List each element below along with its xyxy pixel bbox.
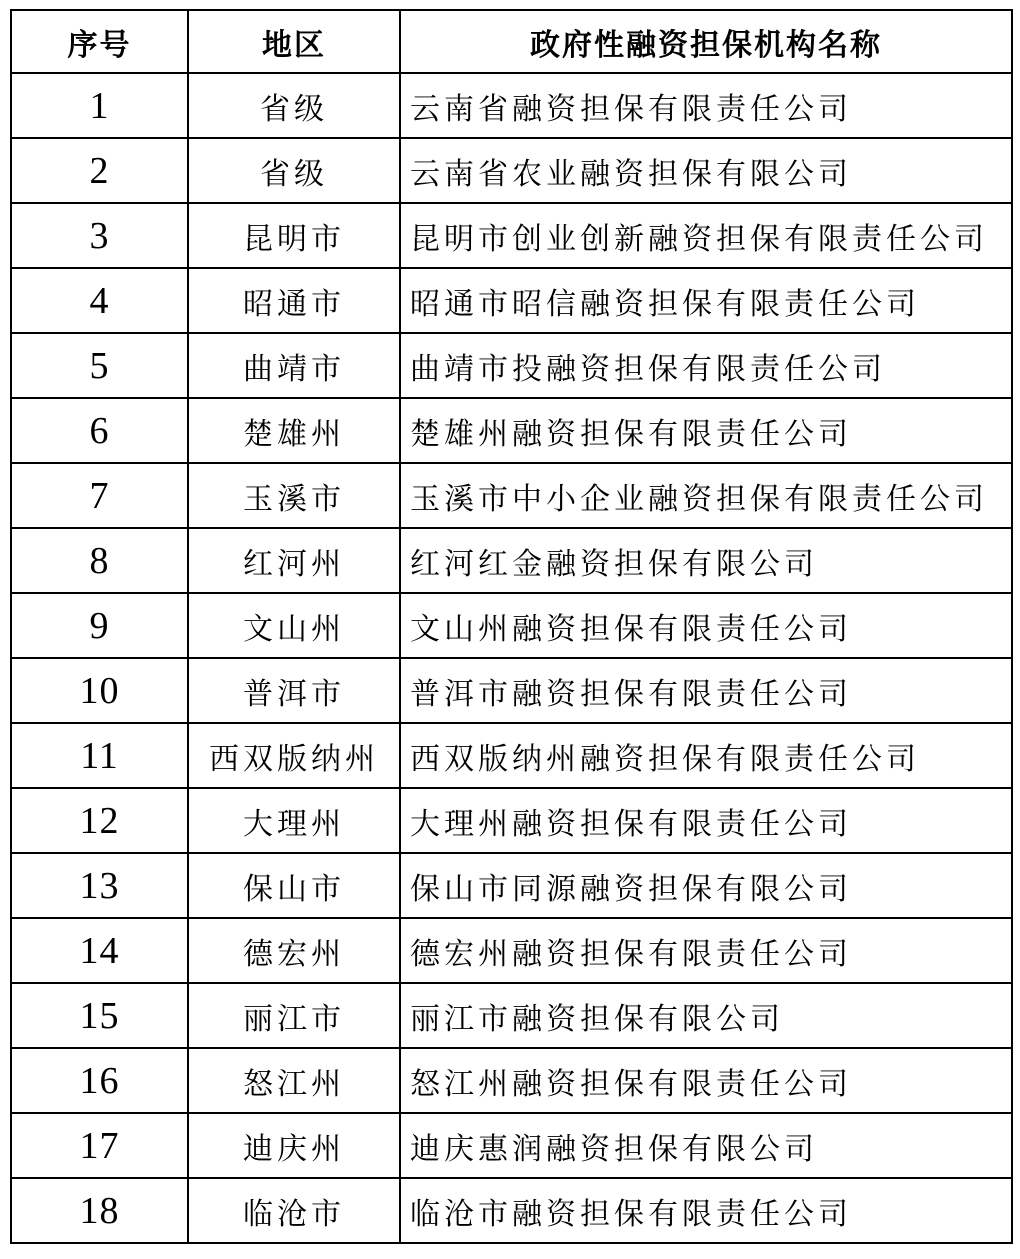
region-cell: 红河州	[188, 528, 400, 593]
institution-name-cell: 德宏州融资担保有限责任公司	[400, 918, 1012, 983]
institution-name-cell: 云南省农业融资担保有限公司	[400, 138, 1012, 203]
table-row	[11, 918, 1012, 983]
region-cell: 省级	[188, 73, 400, 138]
table-row	[11, 788, 1012, 853]
serial-number-cell: 3	[11, 203, 188, 268]
institution-name-cell: 昆明市创业创新融资担保有限责任公司	[400, 203, 1012, 268]
serial-number-cell: 5	[11, 333, 188, 398]
institution-name-cell: 红河红金融资担保有限公司	[400, 528, 1012, 593]
institution-name-cell: 丽江市融资担保有限公司	[400, 983, 1012, 1048]
table-row	[11, 1178, 1012, 1243]
institution-name-cell: 怒江州融资担保有限责任公司	[400, 1048, 1012, 1113]
serial-number-cell: 15	[11, 983, 188, 1048]
table-row	[11, 528, 1012, 593]
serial-number-cell: 2	[11, 138, 188, 203]
region-cell: 普洱市	[188, 658, 400, 723]
institution-name-cell: 临沧市融资担保有限责任公司	[400, 1178, 1012, 1243]
region-cell: 昆明市	[188, 203, 400, 268]
serial-number-cell: 7	[11, 463, 188, 528]
institution-name-cell: 曲靖市投融资担保有限责任公司	[400, 333, 1012, 398]
table-row	[11, 1113, 1012, 1178]
serial-number-cell: 10	[11, 658, 188, 723]
table-row	[11, 268, 1012, 333]
institution-name-cell: 楚雄州融资担保有限责任公司	[400, 398, 1012, 463]
region-cell: 怒江州	[188, 1048, 400, 1113]
institution-name-cell: 云南省融资担保有限责任公司	[400, 73, 1012, 138]
table-row	[11, 593, 1012, 658]
institution-name-cell: 保山市同源融资担保有限公司	[400, 853, 1012, 918]
serial-number-cell: 8	[11, 528, 188, 593]
header-region: 地区	[188, 10, 400, 73]
table-row	[11, 723, 1012, 788]
serial-number-cell: 18	[11, 1178, 188, 1243]
serial-number-cell: 6	[11, 398, 188, 463]
table-row	[11, 138, 1012, 203]
serial-number-cell: 14	[11, 918, 188, 983]
institution-name-cell: 昭通市昭信融资担保有限责任公司	[400, 268, 1012, 333]
table-body	[11, 73, 1012, 1243]
institution-name-cell: 玉溪市中小企业融资担保有限责任公司	[400, 463, 1012, 528]
region-cell: 保山市	[188, 853, 400, 918]
header-institution-name: 政府性融资担保机构名称	[400, 10, 1012, 73]
region-cell: 德宏州	[188, 918, 400, 983]
institution-name-cell: 文山州融资担保有限责任公司	[400, 593, 1012, 658]
serial-number-cell: 16	[11, 1048, 188, 1113]
institution-name-cell: 迪庆惠润融资担保有限公司	[400, 1113, 1012, 1178]
serial-number-cell: 12	[11, 788, 188, 853]
region-cell: 大理州	[188, 788, 400, 853]
serial-number-cell: 17	[11, 1113, 188, 1178]
table-row	[11, 203, 1012, 268]
guarantee-institutions-table	[10, 9, 1013, 1244]
table-row	[11, 658, 1012, 723]
header-serial-number: 序号	[11, 10, 188, 73]
institution-name-cell: 大理州融资担保有限责任公司	[400, 788, 1012, 853]
region-cell: 昭通市	[188, 268, 400, 333]
table-row	[11, 463, 1012, 528]
institution-name-cell: 西双版纳州融资担保有限责任公司	[400, 723, 1012, 788]
serial-number-cell: 4	[11, 268, 188, 333]
table-row	[11, 983, 1012, 1048]
region-cell: 西双版纳州	[188, 723, 400, 788]
serial-number-cell: 13	[11, 853, 188, 918]
serial-number-cell: 1	[11, 73, 188, 138]
region-cell: 曲靖市	[188, 333, 400, 398]
region-cell: 楚雄州	[188, 398, 400, 463]
table-row	[11, 333, 1012, 398]
region-cell: 玉溪市	[188, 463, 400, 528]
region-cell: 丽江市	[188, 983, 400, 1048]
table-row	[11, 398, 1012, 463]
header-row	[11, 10, 1012, 73]
region-cell: 迪庆州	[188, 1113, 400, 1178]
serial-number-cell: 11	[11, 723, 188, 788]
institution-name-cell: 普洱市融资担保有限责任公司	[400, 658, 1012, 723]
region-cell: 文山州	[188, 593, 400, 658]
table-row	[11, 1048, 1012, 1113]
region-cell: 省级	[188, 138, 400, 203]
table-row	[11, 73, 1012, 138]
table-row	[11, 853, 1012, 918]
serial-number-cell: 9	[11, 593, 188, 658]
region-cell: 临沧市	[188, 1178, 400, 1243]
